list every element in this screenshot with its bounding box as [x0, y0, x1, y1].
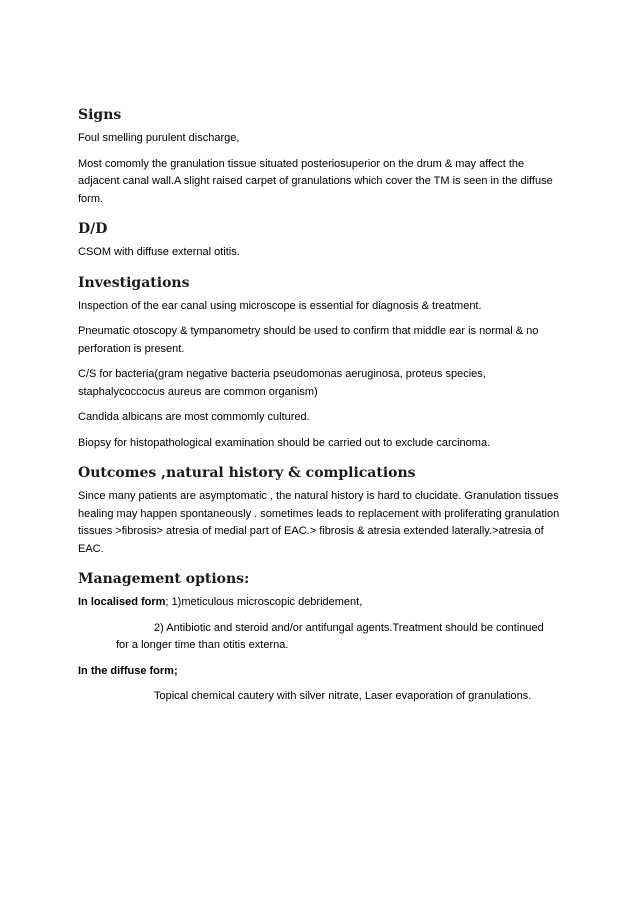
section-signs — [78, 106, 568, 208]
section-management — [78, 570, 568, 706]
dd-paragraph-1: CSOM with diffuse external otitis. — [78, 246, 240, 258]
management-item-2-line-2: for a longer time than otitis externa. — [116, 639, 289, 651]
document-page — [78, 106, 568, 718]
management-item-2-line-1: 2) Antibiotic and steroid and/or antifungal agents.Treatment should be continued — [154, 621, 544, 634]
section-differential-diagnosis — [78, 220, 568, 262]
investigations-paragraph-5: Biopsy for histopathological examination should be carried out to exclude carcinoma. — [78, 436, 491, 449]
investigations-paragraph-4: Candida albicans are most commomly cultured. — [78, 411, 310, 423]
investigations-paragraph-2: Pneumatic otoscopy & tympanometry should be used to confirm that middle ear is normal & no perforation is present. — [78, 325, 539, 355]
investigations-paragraph-3: C/S for bacteria(gram negative bacteria pseudomonas aeruginosa, proteus species, staphalycoccocus aureus are common organism) — [78, 368, 486, 398]
heading-management: Management options: — [78, 571, 250, 587]
signs-paragraph-2: Most comomly the granulation tissue situated posteriosuperior on the drum & may affect the adjacent canal wall.A slight raised carpet of granulations which cover the TM is seen in the diffuse form. — [78, 157, 553, 205]
heading-investigations: Investigations — [78, 274, 190, 291]
diffuse-form-label: In the diffuse form; — [78, 664, 178, 677]
localised-form-label: In localised form — [78, 596, 166, 608]
management-localised-line — [78, 594, 568, 612]
section-outcomes — [78, 464, 568, 558]
investigations-paragraph-1: Inspection of the ear canal using microscope is essential for diagnosis & treatment. — [78, 299, 482, 312]
heading-outcomes: Outcomes ,natural history & complications — [78, 465, 416, 481]
signs-paragraph-1: Foul smelling purulent discharge, — [78, 132, 240, 144]
section-investigations — [78, 274, 568, 453]
heading-dd: D/D — [78, 221, 108, 237]
localised-form-text: ; 1)meticulous microscopic debridement, — [165, 596, 363, 608]
outcomes-paragraph-1: Since many patients are asymptomatic , the natural history is hard to clucidate. Granulation tissues healing may happen spontaneously . sometimes leads to replacement with proliferating granulation tissues >fibrosis> atresia of medial part of EAC.> fibrosis & atresia extended laterally.>atresia of EAC. — [78, 490, 560, 555]
diffuse-form-text: Topical chemical cautery with silver nitrate, Laser evaporation of granulations. — [154, 690, 532, 702]
heading-signs: Signs — [78, 107, 122, 123]
